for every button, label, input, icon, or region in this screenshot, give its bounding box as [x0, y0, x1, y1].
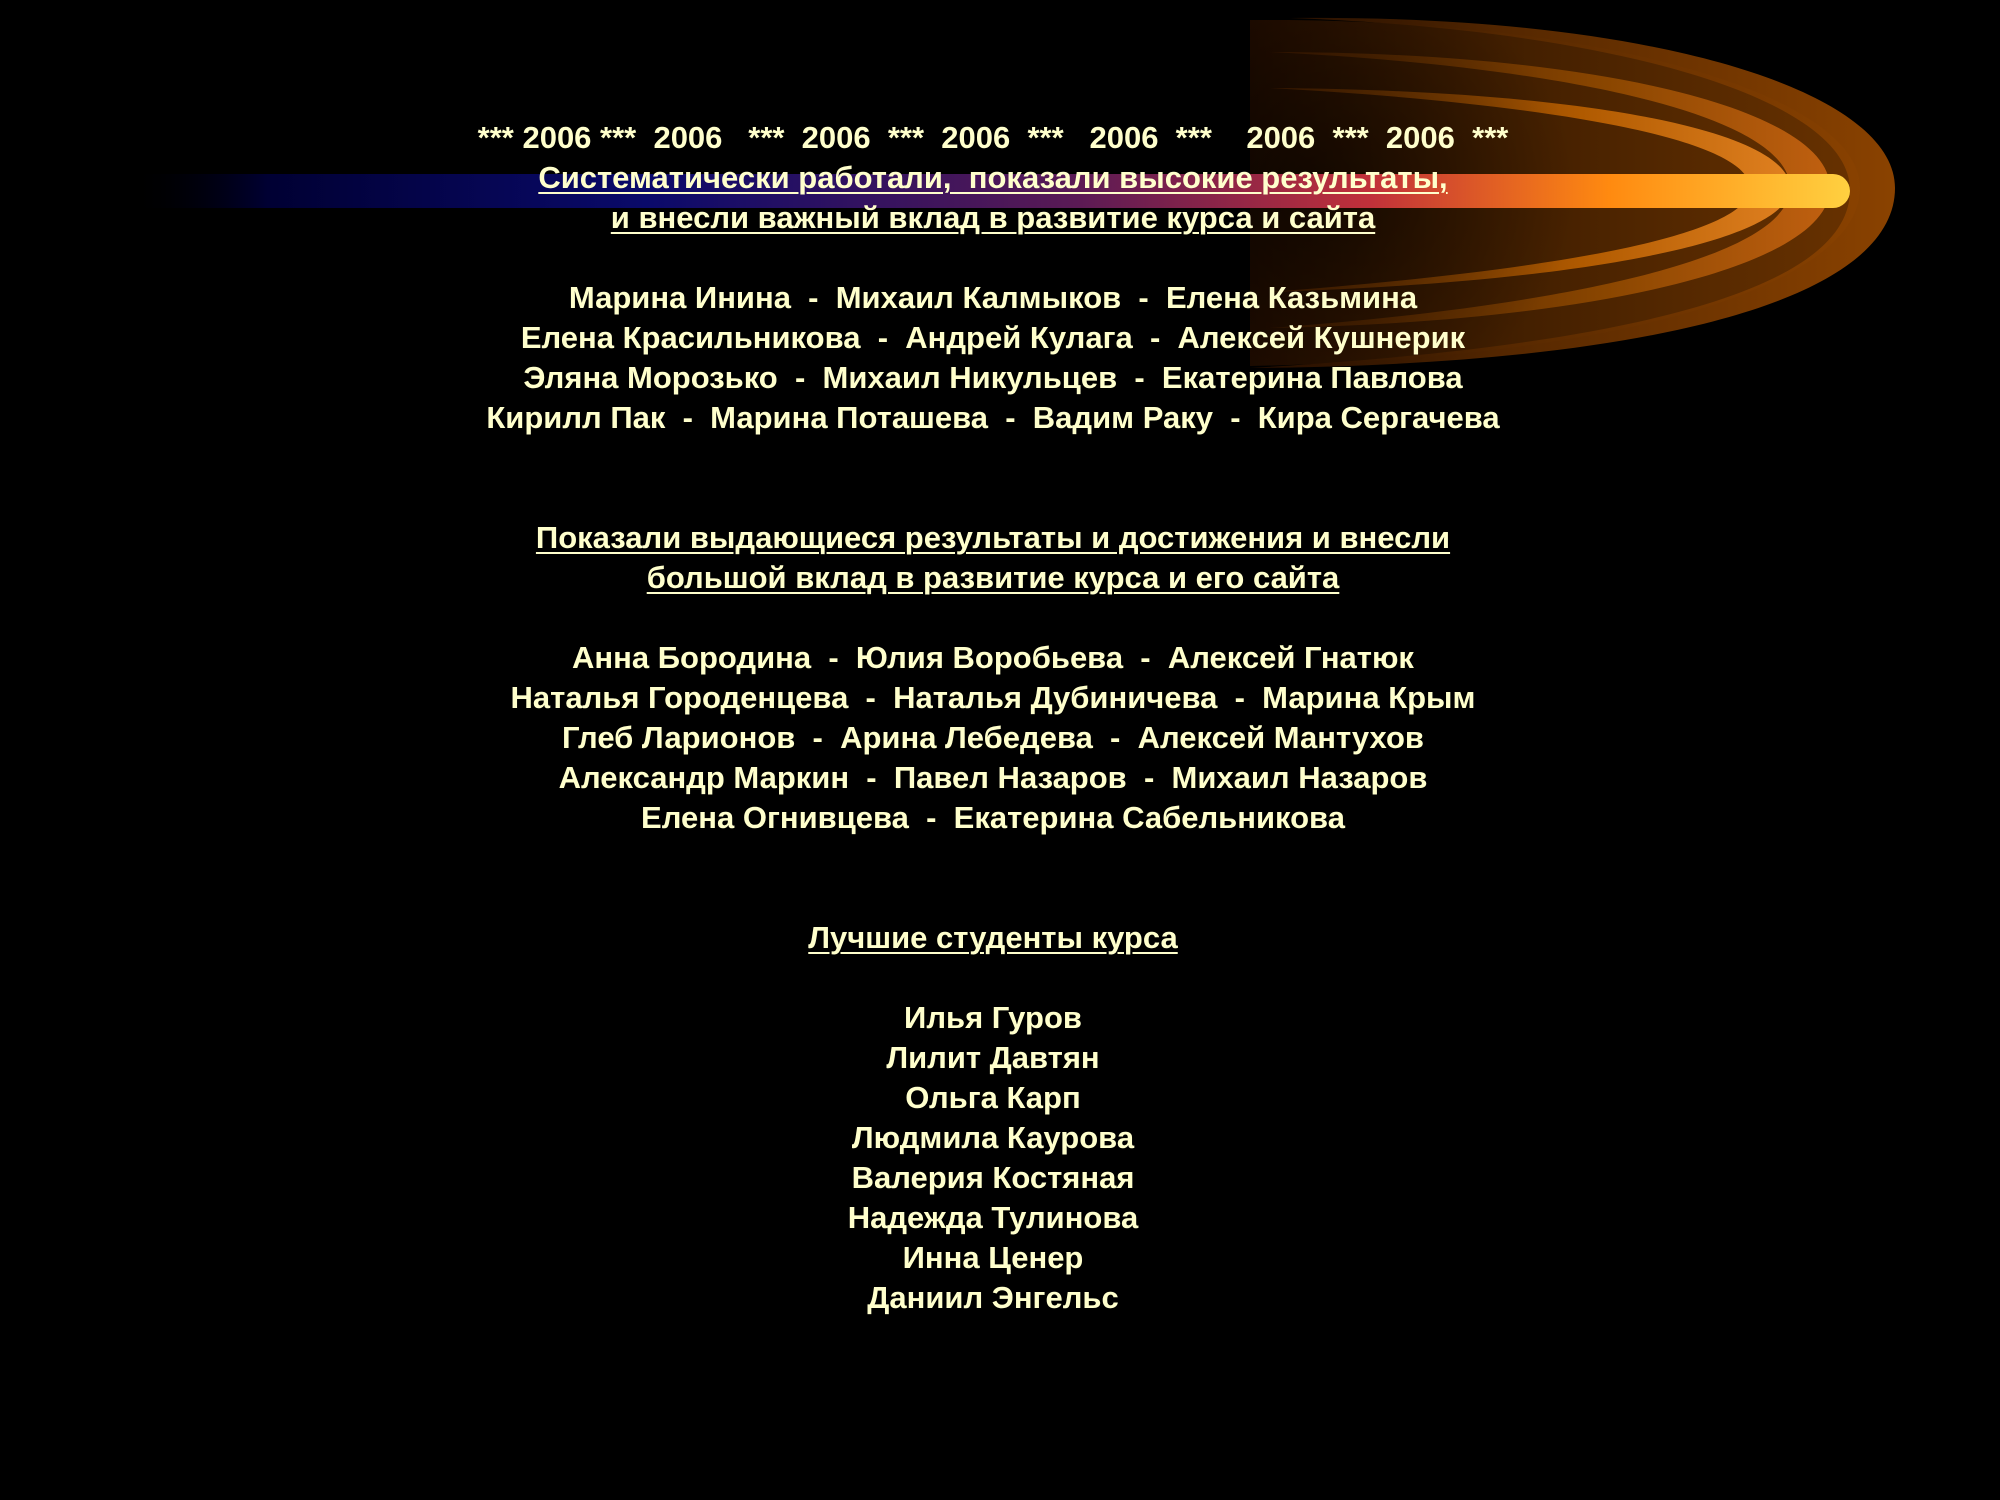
- year-banner: *** 2006 *** 2006 *** 2006 *** 2006 *** 2006 *** 2006 *** 2006 ***: [477, 120, 1509, 155]
- spacer: [0, 438, 1986, 518]
- section3-name: Даниил Энгельс: [867, 1280, 1119, 1315]
- spacer: [0, 958, 1986, 998]
- section2-names-line: Елена Огнивцева - Екатерина Сабельникова: [641, 800, 1345, 835]
- section1-names-line: Кирилл Пак - Марина Поташева - Вадим Раку - Кира Сергачева: [486, 400, 1500, 435]
- section3-heading: Лучшие студенты курса: [808, 920, 1178, 955]
- section1-names-line: Елена Красильникова - Андрей Кулага - Алексей Кушнерик: [520, 320, 1466, 355]
- section2-names-line: Анна Бородина - Юлия Воробьева - Алексей Гнатюк: [572, 640, 1414, 675]
- spacer: [0, 598, 1986, 638]
- section2-names-line: Глеб Ларионов - Арина Лебедева - Алексей Мантухов: [562, 720, 1424, 755]
- section3-name: Валерия Костяная: [851, 1160, 1135, 1195]
- section2-heading-line-1: Показали выдающиеся результаты и достижения и внесли: [535, 520, 1451, 555]
- section2-names-line: Александр Маркин - Павел Назаров - Михаил Назаров: [558, 760, 1428, 795]
- section3-name: Людмила Каурова: [851, 1120, 1135, 1155]
- section1-heading-line-2: и внесли важный вклад в развитие курса и сайта: [610, 200, 1376, 235]
- section3-name: Инна Ценер: [902, 1240, 1084, 1275]
- slide-text-content: [0, 118, 1986, 1318]
- section1-heading-line-1: Систематически работали, показали высокие результаты,: [538, 160, 1448, 195]
- section3-name: Ольга Карп: [905, 1080, 1081, 1115]
- section3-name: Илья Гуров: [904, 1000, 1082, 1035]
- section1-names-line: Эляна Морозько - Михаил Никульцев - Екатерина Павлова: [523, 360, 1463, 395]
- section2-heading-line-2: большой вклад в развитие курса и его сайта: [646, 560, 1340, 595]
- spacer: [0, 238, 1986, 278]
- section2-names-line: Наталья Городенцева - Наталья Дубиничева - Марина Крым: [510, 680, 1476, 715]
- section3-name: Лилит Давтян: [886, 1040, 1100, 1075]
- section1-names-line: Марина Инина - Михаил Калмыков - Елена Казьмина: [568, 280, 1418, 315]
- spacer: [0, 838, 1986, 918]
- section3-name: Надежда Тулинова: [847, 1200, 1139, 1235]
